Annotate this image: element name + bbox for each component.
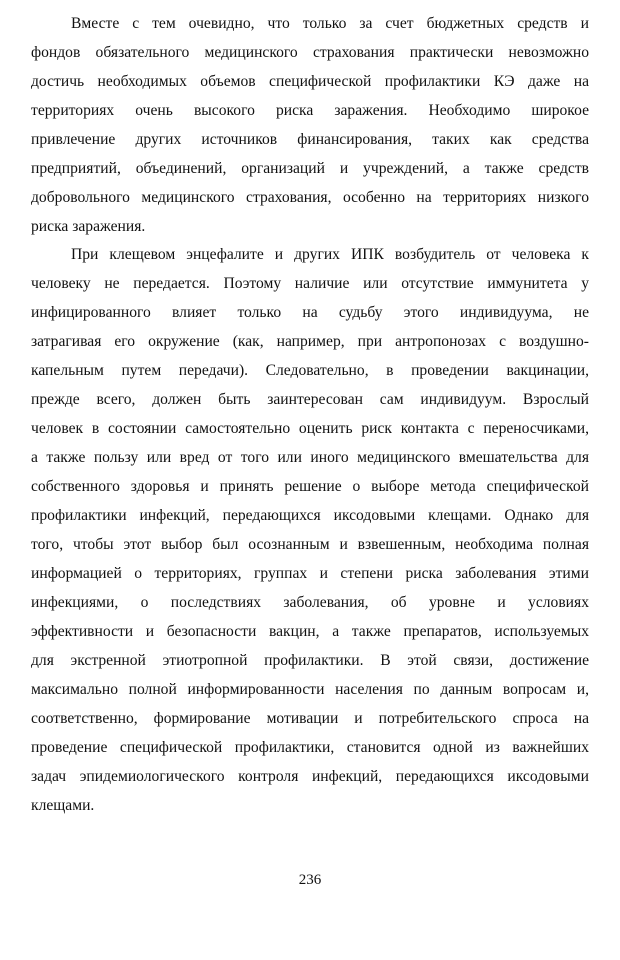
- text-line: человек в состоянии самостоятельно оценить риск контакта с переносчиками,: [31, 420, 589, 437]
- text-line: фондов обязательного медицинского страхования практически невозможно: [31, 44, 589, 61]
- text-line: максимально полной информированности населения по данным вопросам и,: [31, 681, 589, 698]
- text-line: человеку не передается. Поэтому наличие или отсутствие иммунитета у: [31, 275, 589, 292]
- text-line: информацией о территориях, группах и степени риска заболевания этими: [31, 565, 589, 582]
- text-line: достичь необходимых объемов специфической профилактики КЭ даже на: [31, 73, 589, 90]
- text-line: инфекциями, о последствиях заболевания, об уровне и условиях: [31, 594, 589, 611]
- text-line: риска заражения.: [31, 218, 146, 235]
- text-line: предприятий, объединений, организаций и учреждений, а также средств: [31, 160, 589, 177]
- text-line: задач эпидемиологического контроля инфекций, передающихся иксодовыми: [31, 768, 589, 785]
- text-line: привлечение других источников финансирования, таких как средства: [31, 131, 589, 148]
- text-line: проведение специфической профилактики, становится одной из важнейших: [31, 739, 589, 756]
- text-line: эффективности и безопасности вакцин, а также препаратов, используемых: [31, 623, 589, 640]
- text-line: а также пользу или вред от того или иного медицинского вмешательства для: [31, 449, 589, 466]
- text-line: соответственно, формирование мотивации и потребительского спроса на: [31, 710, 589, 727]
- text-line: прежде всего, должен быть заинтересован сам индивидуум. Взрослый: [31, 391, 589, 408]
- paragraph-1: [31, 9, 589, 241]
- text-line: клещами.: [31, 797, 95, 814]
- text-line: добровольного медицинского страхования, особенно на территориях низкого: [31, 189, 589, 206]
- text-line: профилактики инфекций, передающихся иксодовыми клещами. Однако для: [31, 507, 589, 524]
- text-line: капельным путем передачи). Следовательно, в проведении вакцинации,: [31, 362, 589, 379]
- text-line: Вместе с тем очевидно, что только за счет бюджетных средств и: [71, 15, 589, 32]
- page-number: 236: [298, 872, 322, 888]
- text-line: территориях очень высокого риска заражения. Необходимо широкое: [31, 102, 589, 119]
- text-line: того, чтобы этот выбор был осознанным и взвешенным, необходима полная: [31, 536, 589, 553]
- text-line: для экстренной этиотропной профилактики. В этой связи, достижение: [31, 652, 589, 669]
- paragraph-2: [31, 240, 589, 820]
- text-line: затрагивая его окружение (как, например, при антропонозах с воздушно-: [31, 333, 589, 350]
- text-line: инфицированного влияет только на судьбу этого индивидуума, не: [31, 304, 589, 321]
- text-line: собственного здоровья и принять решение о выборе метода специфической: [31, 478, 589, 495]
- text-line: При клещевом энцефалите и других ИПК возбудитель от человека к: [71, 246, 589, 263]
